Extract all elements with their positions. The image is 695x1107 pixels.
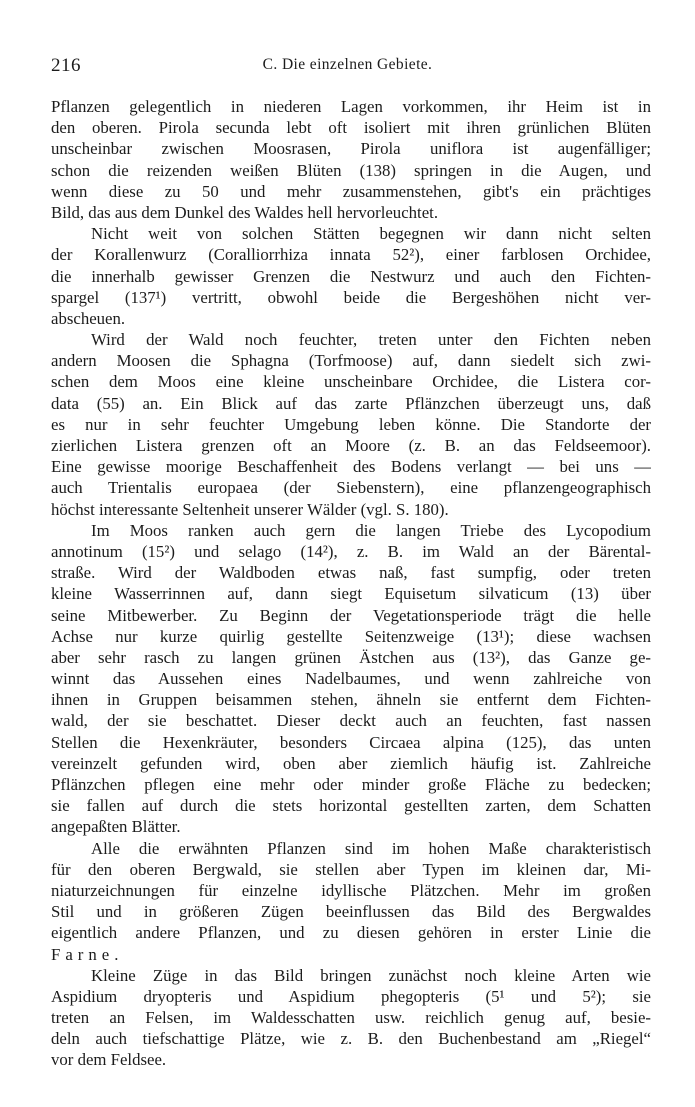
page-number: 216 <box>51 55 81 76</box>
text-line: angepaßten Blätter. <box>51 817 181 837</box>
page-header <box>0 55 695 79</box>
text-line: Pflänzchen pflegen eine mehr oder minder große Fläche zu bedecken; <box>51 775 651 794</box>
text-line: auch Trientalis europaea (der Siebenstern), eine pflanzengeographisch <box>51 478 651 498</box>
text-line: Kleine Züge in das Bild bringen zunächst noch kleine Arten wie <box>91 965 651 985</box>
text-line: eigentlich andere Pflanzen, und zu diesen gehören in erster Linie die <box>51 923 651 943</box>
text-line: schen dem Moos eine kleine unscheinbare Orchidee, die Listera cor- <box>51 372 651 392</box>
text-line: wenn diese zu 50 und mehr zusammenstehen, gibt's ein prächtiges <box>51 181 651 201</box>
text-line: der Korallenwurz (Coralliorrhiza innata 52²), einer farblosen Orchidee, <box>51 245 651 265</box>
text-line: niaturzeichnungen für einzelne idyllische Plätzchen. Mehr im großen <box>51 880 651 900</box>
text-line: Alle die erwähnten Pflanzen sind im hohen Maße charakteristisch <box>91 838 651 858</box>
text-line: es nur in sehr feuchter Umgebung leben könne. Die Standorte der <box>51 414 651 434</box>
text-line: Wird der Wald noch feuchter, treten unter den Fichten neben <box>91 330 651 350</box>
text-line: schon die reizenden weißen Blüten (138) springen in die Augen, und <box>51 160 651 180</box>
running-title: C. Die einzelnen Gebiete. <box>262 56 433 73</box>
text-line: aber sehr rasch zu langen grünen Ästchen aus (13²), das Ganze ge- <box>51 647 651 667</box>
text-line: sie fallen auf durch die stets horizontal gestellten zarten, dem Schatten <box>51 796 651 816</box>
text-line: Pflanzen gelegentlich in niederen Lagen vorkommen, ihr Heim ist in <box>51 97 651 116</box>
text-line: wald, der sie beschattet. Dieser deckt auch an feuchten, fast nassen <box>51 711 651 731</box>
text-line: winnt das Aussehen eines Nadelbaumes, und wenn zahlreiche von <box>51 669 651 689</box>
text-line: zierlichen Listera grenzen oft an Moore (z. B. an das Feldseemoor). <box>51 436 651 455</box>
text-line: Stellen die Hexenkräuter, besonders Circaea alpina (125), das unten <box>51 732 651 752</box>
text-line: Farne. <box>51 944 124 964</box>
text-line: spargel (137¹) vertritt, obwohl beide die Bergeshöhen nicht ver- <box>51 287 651 307</box>
text-line: kleine Wasserrinnen auf, dann siegt Equisetum silvaticum (13) über <box>51 584 651 604</box>
text-line: vereinzelt gefunden wird, oben aber ziemlich häufig ist. Zahlreiche <box>51 753 651 773</box>
text-line: Im Moos ranken auch gern die langen Triebe des Lycopodium <box>91 520 651 540</box>
text-line: abscheuen. <box>51 308 126 328</box>
text-line: Aspidium dryopteris und Aspidium phegopteris (5¹ und 5²); sie <box>51 986 651 1006</box>
text-line: annotinum (15²) und selago (14²), z. B. im Wald an der Bärental- <box>51 541 651 561</box>
text-line: für den oberen Bergwald, sie stellen aber Typen im kleinen dar, Mi- <box>51 859 651 879</box>
text-line: Eine gewisse moorige Beschaffenheit des Bodens verlangt — bei uns — <box>51 457 651 477</box>
text-line: Nicht weit von solchen Stätten begegnen wir dann nicht selten <box>91 224 651 244</box>
text-line: die innerhalb gewisser Grenzen die Nestwurz und auch den Fichten- <box>51 266 651 286</box>
text-line: höchst interessante Seltenheit unserer Wälder (vgl. S. 180). <box>51 499 449 519</box>
text-line: ihnen in Gruppen beisammen stehen, ähneln sie entfernt dem Fichten- <box>51 690 651 710</box>
text-line: treten an Felsen, im Waldesschatten usw. reichlich genug auf, besie- <box>51 1008 651 1028</box>
text-line: andern Moosen die Sphagna (Torfmoose) auf, dann siedelt sich zwi- <box>51 351 651 371</box>
text-line: seine Mitbewerber. Zu Beginn der Vegetationsperiode trägt die helle <box>51 605 651 625</box>
text-line: Stil und in größeren Zügen beeinflussen das Bild des Bergwaldes <box>51 902 651 922</box>
text-line: den oberen. Pirola secunda lebt oft isoliert mit ihren grünlichen Blüten <box>51 118 651 138</box>
text-line: unscheinbar zwischen Moosrasen, Pirola uniflora ist augenfälliger; <box>51 139 651 159</box>
text-line: deln auch tiefschattige Plätze, wie z. B. den Buchenbestand am „Riegel“ <box>51 1029 651 1049</box>
text-line: data (55) an. Ein Blick auf das zarte Pflänzchen überzeugt uns, daß <box>51 393 651 413</box>
body-text <box>51 96 651 1071</box>
text-line: vor dem Feldsee. <box>51 1050 167 1070</box>
text-line: Achse nur kurze quirlig gestellte Seitenzweige (13¹); diese wachsen <box>51 626 651 646</box>
text-line: Bild, das aus dem Dunkel des Waldes hell hervorleuchtet. <box>51 202 439 222</box>
text-line: straße. Wird der Waldboden etwas naß, fast sumpfig, oder treten <box>51 563 651 583</box>
